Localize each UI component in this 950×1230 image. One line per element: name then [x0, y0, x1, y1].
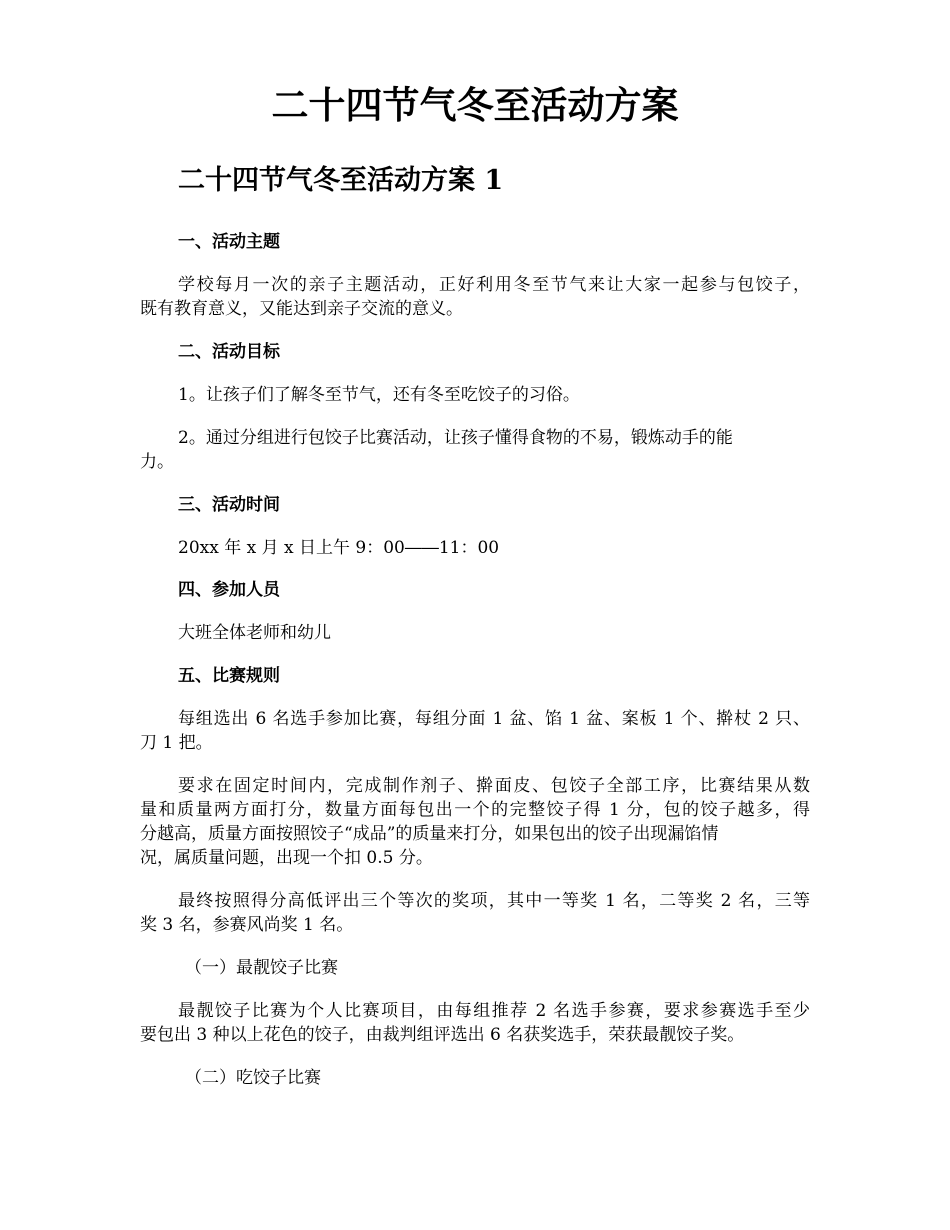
section-heading-theme: 一、活动主题 — [178, 232, 280, 252]
paragraph-line: 最靓饺子比赛为个人比赛项目，由每组推荐 2 名选手参赛，要求参赛选手至少 — [178, 1001, 810, 1021]
plan-subtitle: 二十四节气冬至活动方案 1 — [178, 165, 504, 196]
document-title: 二十四节气冬至活动方案 — [271, 83, 679, 127]
paragraph-line: 量和质量两方面打分，数量方面每包出一个的完整饺子得 1 分，包的饺子越多，得 — [140, 800, 810, 820]
list-item: 力。 — [140, 452, 174, 472]
subsection-heading: （一）最靓饺子比赛 — [185, 958, 338, 978]
section-heading-rules: 五、比赛规则 — [178, 666, 280, 686]
paragraph-line: 每组选出 6 名选手参加比赛，每组分面 1 盆、馅 1 盆、案板 1 个、擀杖 2 只、 — [178, 709, 810, 729]
paragraph-line: 最终按照得分高低评出三个等次的奖项，其中一等奖 1 名，二等奖 2 名，三等 — [178, 891, 810, 911]
list-item: 1。让孩子们了解冬至节气，还有冬至吃饺子的习俗。 — [178, 385, 580, 405]
paragraph-line: 要求在固定时间内，完成制作剂子、擀面皮、包饺子全部工序，比赛结果从数 — [178, 776, 810, 796]
list-item: 2。通过分组进行包饺子比赛活动，让孩子懂得食物的不易，锻炼动手的能 — [178, 428, 733, 448]
subsection-heading: （二）吃饺子比赛 — [185, 1068, 321, 1088]
paragraph-line: 分越高，质量方面按照饺子“成品”的质量来打分，如果包出的饺子出现漏馅情 — [140, 824, 719, 844]
section-heading-time: 三、活动时间 — [178, 495, 280, 515]
section-heading-goals: 二、活动目标 — [178, 342, 280, 362]
paragraph-line: 刀 1 把。 — [140, 733, 213, 753]
paragraph-line: 要包出 3 种以上花色的饺子，由裁判组评选出 6 名获奖选手，荣获最靓饺子奖。 — [140, 1025, 745, 1045]
activity-time-text: 20xx 年 x 月 x 日上午 9：00――11：00 — [178, 538, 500, 558]
paragraph-line: 既有教育意义，又能达到亲子交流的意义。 — [140, 299, 463, 319]
participants-text: 大班全体老师和幼儿 — [178, 623, 331, 643]
paragraph-line: 况，属质量问题，出现一个扣 0.5 分。 — [140, 848, 433, 868]
section-heading-participants: 四、参加人员 — [178, 580, 280, 600]
paragraph-line: 奖 3 名，参赛风尚奖 1 名。 — [140, 915, 354, 935]
paragraph-line: 学校每月一次的亲子主题活动，正好利用冬至节气来让大家一起参与包饺子， — [178, 275, 810, 295]
